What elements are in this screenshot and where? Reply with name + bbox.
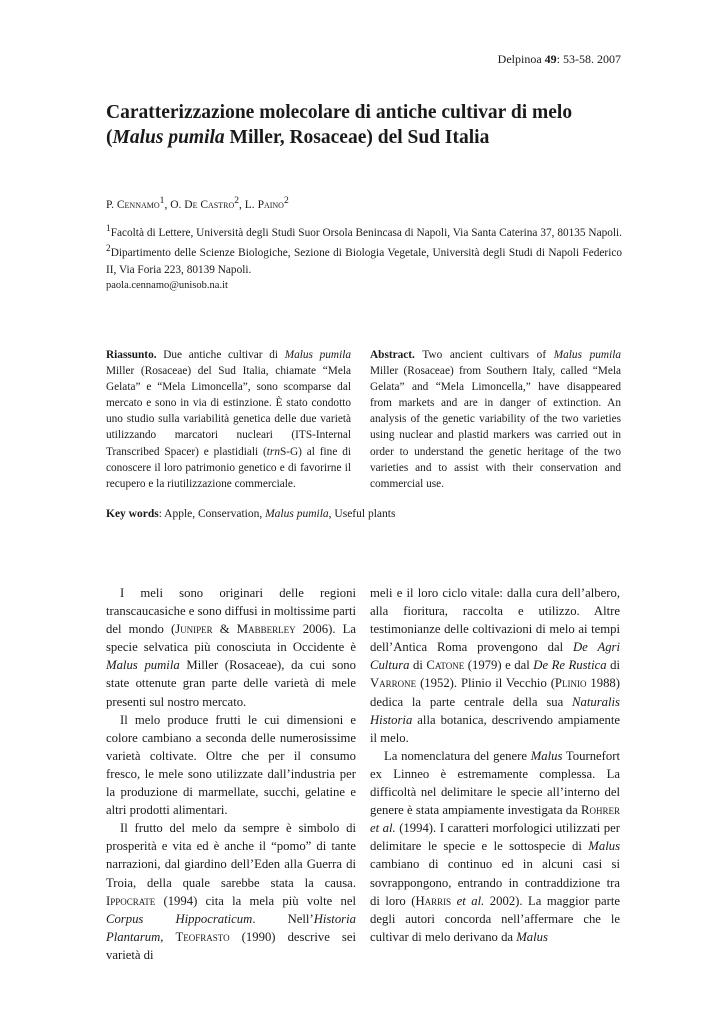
journal-reference xyxy=(498,52,621,67)
riassunto-text: S-G) al fine di conoscere il loro patrimonio genetico e di favorirne il recupero e la riutilizzazione commerciale. xyxy=(106,445,351,490)
author-affil-mark: 2 xyxy=(234,195,240,206)
work-title: Naturalis Historia xyxy=(370,694,620,727)
corresponding-email[interactable]: paola.cennamo@unisob.na.it xyxy=(106,280,228,292)
et-al: et al. xyxy=(370,821,396,836)
author-affil-mark: 1 xyxy=(159,195,165,206)
body-text: 2002). La maggior parte degli autori concorda nell’affermare che le cultivar di melo derivano da xyxy=(370,893,620,944)
citation-author: Plinio xyxy=(554,676,587,691)
body-text: 2006). La specie selvatica più conosciuta in Occidente è xyxy=(106,622,356,655)
work-title: Corpus Hippocraticum xyxy=(106,911,253,926)
riassunto-text: Due antiche cultivar di xyxy=(156,349,285,361)
affil-mark: 2 xyxy=(106,244,111,255)
paper-title xyxy=(106,100,626,150)
author-initial: O. xyxy=(170,198,185,211)
body-text: & xyxy=(212,622,237,637)
riassunto-species: Malus pumila xyxy=(284,349,351,361)
body-text: (1979) e dal xyxy=(464,658,534,673)
citation-author: Rohrer xyxy=(581,803,620,818)
citation-author: Teofrasto xyxy=(175,929,230,944)
body-text: (1952). Plinio il Vecchio ( xyxy=(416,676,555,691)
genus-name: Malus xyxy=(516,929,548,944)
body-text: (1994) cita la mela più volte nel xyxy=(155,893,356,908)
genus-name: Malus xyxy=(530,748,563,763)
citation-author: Ippocrate xyxy=(106,893,156,908)
body-text: Tournefort ex Linneo è estremamente complessa. La difficoltà nel delimitare le specie all’interno del genere è stata ampiamente investigata da xyxy=(370,748,621,818)
abstract-text: Two ancient cultivars of xyxy=(414,349,554,361)
journal-pages: : 53-58. 2007 xyxy=(556,52,621,66)
body-text: La nomenclatura del genere xyxy=(384,748,531,763)
body-text: I meli sono originari delle regioni transcaucasiche e sono diffusi in moltissime parti del mondo ( xyxy=(106,586,356,637)
author-initial: L. xyxy=(244,198,258,211)
body-text: 1988) dedica la parte centrale della sua xyxy=(370,676,620,709)
body-paragraph: Il melo produce frutti le cui dimensioni e colore cambiano a seconda delle numerosissime varietà coltivate. Oltre che per il consumo fresco, le mele sono utilizzate dall’industria per la produzione di marmellate, succhi, gelatine e altri prodotti alimentari. xyxy=(106,712,356,818)
title-species: Malus pumila xyxy=(112,127,225,148)
affiliations xyxy=(106,221,622,295)
body-text: Miller (Rosaceae), da cui sono state ottenute gran parte delle varietà di mele presenti sul nostro mercato. xyxy=(106,658,356,709)
species-name: Malus pumila xyxy=(106,658,180,673)
work-title: Historia Plantarum xyxy=(106,911,356,944)
affil-mark: 1 xyxy=(106,224,111,234)
abstract-species: Malus pumila xyxy=(553,349,621,361)
affiliation-2: Dipartimento delle Scienze Biologiche, Sezione di Biologia Vegetale, Università degli Studi di Napoli Federico II, Via Foria 223, 80139 Napoli. xyxy=(106,247,622,276)
body-text: , xyxy=(160,929,176,944)
citation-author: Harris xyxy=(415,893,452,908)
author-affil-mark: 2 xyxy=(283,195,289,206)
title-paren: ( xyxy=(106,127,113,148)
body-text: Il frutto del melo da sempre è simbolo di prosperità e vita ed è anche il “pomo” di tante narrazioni, dal giardino dell’Eden alla Guerra di Troia, della quale sarebbe stata la causa. xyxy=(106,821,356,890)
body-text: alla botanica, descrivendo ampiamente il melo. xyxy=(370,712,620,745)
body-paragraph xyxy=(106,819,356,964)
journal-name: Delpinoa xyxy=(497,52,545,66)
journal-volume: 49 xyxy=(544,52,557,66)
citation-author: Varrone xyxy=(370,676,417,691)
work-title: De Agri Cultura xyxy=(370,640,620,673)
keywords xyxy=(106,508,395,520)
body-column-left xyxy=(106,584,356,964)
keywords-text: , Useful plants xyxy=(328,508,396,520)
body-text: di xyxy=(606,658,620,673)
body-column-right xyxy=(370,584,620,946)
abstract xyxy=(370,347,621,492)
body-paragraph xyxy=(370,747,620,946)
keywords-species: Malus pumila xyxy=(265,508,329,520)
citation-author: Mabberley xyxy=(236,622,296,637)
citation-author: Catone xyxy=(426,658,465,673)
author-surname: De Castro xyxy=(184,198,235,211)
body-text: . Nell’ xyxy=(252,911,314,926)
body-text: cambiano di continuo ed in alcuni casi si sovrappongono, entrando in contraddizione tra di loro ( xyxy=(370,857,620,908)
body-text: meli e il loro ciclo vitale: dalla cura dell’albero, alla fioritura, raccolta e utilizzo. Altre testimonianze delle coltivazioni di melo ai tempi dell’Antica Roma provengono dal xyxy=(370,586,620,655)
body-text: (1990) descrive sei varietà di xyxy=(106,929,356,962)
riassunto-text: Miller (Rosaceae) del Sud Italia, chiamate “Mela Gelata” e “Mela Limoncella”, sono scomparse dal mercato e sono in via di estinzione. È stato condotto uno studio sulla variabilità genetica delle due varietà utilizzando marcatori nucleari (ITS-Internal Transcribed Spacer) e plastidiali ( xyxy=(106,365,351,458)
keywords-label: Key words xyxy=(106,508,159,520)
body-paragraph xyxy=(370,584,620,747)
body-paragraph xyxy=(106,584,356,711)
keywords-text: : Apple, Conservation, xyxy=(158,508,266,520)
abstract-text: Miller (Rosaceae) from Southern Italy, called “Mela Gelata” and “Mela Limoncella,” have disappeared from markets and are in danger of extinction. An analysis of the genetic variability of the two varieties using nuclear and plastid markers was carried out in order to understand the genetic heritage of the two varieties and to assist with their conservation and commercial use. xyxy=(370,365,621,490)
riassunto xyxy=(106,347,351,492)
abstract-label: Abstract. xyxy=(370,349,415,361)
work-title: De Re Rustica xyxy=(533,658,607,673)
et-al: et al. xyxy=(451,893,485,908)
affiliation-1: Facoltà di Lettere, Università degli Studi Suor Orsola Benincasa di Napoli, Via Santa Caterina 37, 80135 Napoli. xyxy=(110,226,622,239)
author-surname: Cennamo xyxy=(116,198,160,211)
riassunto-gene: trn xyxy=(266,445,280,458)
citation-author: Juniper xyxy=(175,622,213,637)
riassunto-label: Riassunto. xyxy=(106,349,157,361)
body-text: di xyxy=(409,658,427,673)
title-rest: Miller, Rosaceae) del Sud Italia xyxy=(224,127,490,148)
title-line-1: Caratterizzazione molecolare di antiche cultivar di melo xyxy=(106,102,573,123)
author-initial: P. xyxy=(106,198,117,211)
author-surname: Paino xyxy=(257,198,284,211)
body-text: (1994). I caratteri morfologici utilizzati per delimitare le specie e le sottospecie di xyxy=(370,821,620,854)
genus-name: Malus xyxy=(588,839,620,854)
author-list: P. Cennamo$^1$, O. De Castro$^2$, L. Paino$^2$ xyxy=(106,195,289,211)
